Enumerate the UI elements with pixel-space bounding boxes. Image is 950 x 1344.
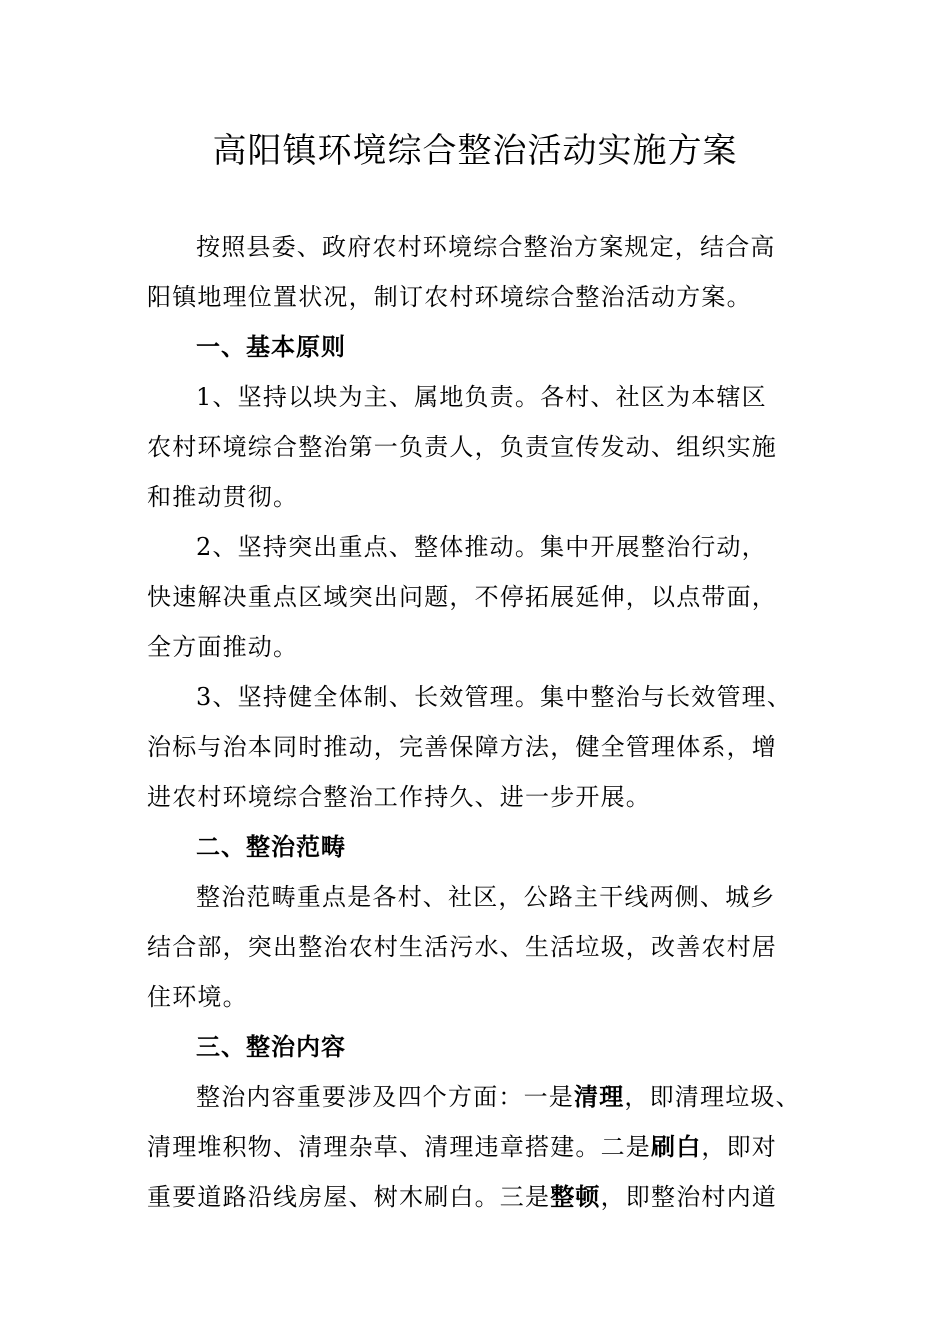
principle-2-line-3: 全方面推动。: [147, 633, 299, 661]
content-line-3: [147, 1179, 777, 1215]
intro-line-2: 阳镇地理位置状况，制订农村环境综合整治活动方案。: [147, 283, 752, 311]
content-line-1: [196, 1079, 801, 1115]
content-line-2-text-c: ，即对: [701, 1133, 778, 1161]
principle-1-line-2: 农村环境综合整治第一负责人，负责宣传发动、组织实施: [147, 433, 777, 461]
content-line-1-text-c: ，即清理垃圾、: [624, 1083, 801, 1111]
principle-3-line-1: 3、坚持健全体制、长效管理。集中整治与长效管理、: [196, 683, 793, 711]
content-line-2-text-a: 清理堆积物、清理杂草、清理违章搭建。二是: [147, 1133, 651, 1161]
principle-2-line-1: 2、坚持突出重点、整体推动。集中开展整治行动，: [196, 533, 767, 561]
content-line-1-text-a: 整治内容重要涉及四个方面：一是: [196, 1083, 574, 1111]
principle-2-line-2: 快速解决重点区域突出问题，不停拓展延伸，以点带面，: [147, 583, 777, 611]
principle-3-line-3: 进农村环境综合整治工作持久、进一步开展。: [147, 783, 651, 811]
scope-line-3: 住环境。: [147, 983, 248, 1011]
intro-line-1: 按照县委、政府农村环境综合整治方案规定，结合高: [196, 233, 776, 261]
section-heading-scope: 二、整治范畴: [196, 833, 346, 861]
section-heading-principles: 一、基本原则: [196, 333, 346, 361]
content-line-3-text-a: 重要道路沿线房屋、树木刷白。三是: [147, 1183, 551, 1211]
keyword-clean: 清理: [574, 1083, 625, 1111]
principle-1-line-1: 1、坚持以块为主、属地负责。各村、社区为本辖区: [196, 383, 767, 411]
keyword-rectify: 整顿: [550, 1183, 601, 1211]
scope-line-1: 整治范畴重点是各村、社区，公路主干线两侧、城乡: [196, 883, 776, 911]
document-title: 高阳镇环境综合整治活动实施方案: [212, 131, 738, 171]
principle-3-line-2: 治标与治本同时推动，完善保障方法，健全管理体系，增: [147, 733, 777, 761]
section-heading-content: 三、整治内容: [196, 1033, 346, 1061]
content-line-2: [147, 1129, 777, 1165]
scope-line-2: 结合部，突出整治农村生活污水、生活垃圾，改善农村居: [147, 933, 777, 961]
principle-1-line-3: 和推动贯彻。: [147, 483, 299, 511]
keyword-whitewash: 刷白: [651, 1133, 702, 1161]
content-line-3-text-c: ，即整治村内道: [600, 1183, 778, 1211]
